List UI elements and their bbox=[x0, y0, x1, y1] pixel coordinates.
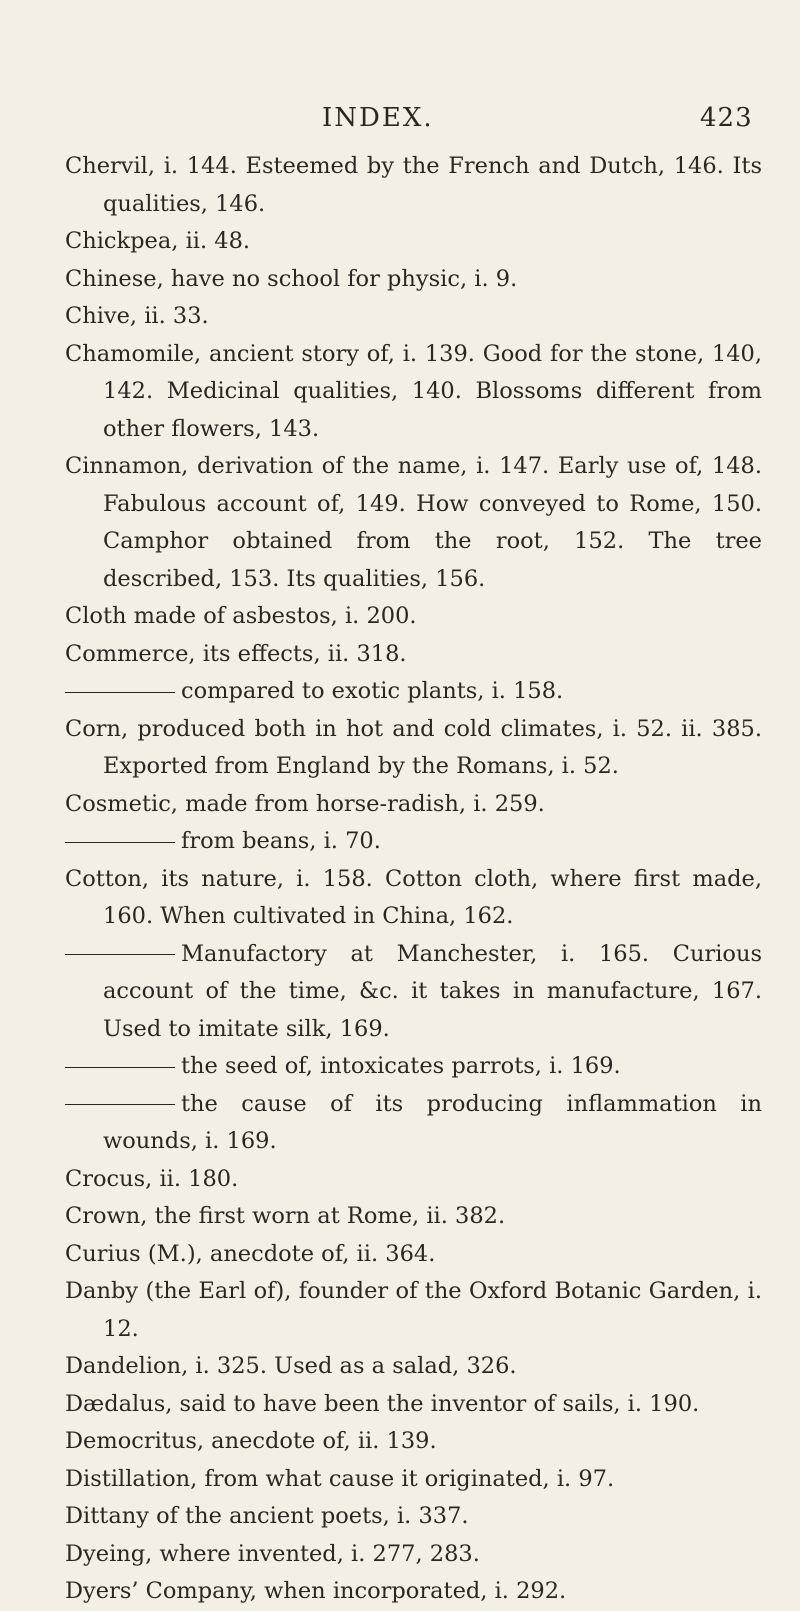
index-entry bbox=[0, 448, 762, 598]
entry-text: Crown, the first worn at Rome, ii. 382. bbox=[65, 1203, 506, 1229]
index-entry bbox=[0, 786, 762, 824]
page-number: 423 bbox=[700, 103, 753, 133]
entry-text: Chamomile, ancient story of, i. 139. Good for the stone, 140, 142. Medicinal qualities, 140. Blossoms different from other flowers, 143. bbox=[65, 340, 762, 442]
index-entry bbox=[0, 636, 762, 674]
index-subentry bbox=[0, 936, 762, 1049]
index-entry bbox=[0, 223, 762, 261]
entry-text: Distillation, from what cause it originated, i. 97. bbox=[65, 1465, 615, 1492]
index-entry bbox=[0, 1461, 762, 1499]
entry-text: Cloth made of asbestos, i. 200. bbox=[65, 603, 417, 629]
index-entry bbox=[0, 1573, 762, 1611]
entry-text: Dyeing, where invented, i. 277, 283. bbox=[65, 1540, 480, 1567]
running-title: INDEX. bbox=[322, 103, 434, 133]
entry-text: Dittany of the ancient poets, i. 337. bbox=[65, 1503, 469, 1529]
entry-text: the cause of its producing inflammation in wounds, i. 169. bbox=[103, 1090, 762, 1154]
entry-text: Crocus, ii. 180. bbox=[65, 1165, 239, 1192]
index-entry bbox=[0, 1198, 762, 1236]
entry-text: Cotton, its nature, i. 158. Cotton cloth, where first made, 160. When cultivated in China, 162. bbox=[65, 865, 762, 929]
entry-text: Dyers’ Company, when incorporated, i. 292. bbox=[65, 1578, 567, 1604]
entry-text: Chervil, i. 144. Esteemed by the French and Dutch, 146. Its qualities, 146. bbox=[65, 153, 762, 217]
entry-text: Chickpea, ii. 48. bbox=[65, 228, 251, 254]
entry-text: Chinese, have no school for physic, i. 9. bbox=[65, 265, 518, 292]
index-subentry bbox=[0, 1086, 762, 1161]
entry-text: Cinnamon, derivation of the name, i. 147. Early use of, 148. Fabulous account of, 149. How conveyed to Rome, 150. Camphor obtained from the root, 152. The tree described, 153. Its qualities, 156. bbox=[65, 453, 762, 592]
index-entry bbox=[0, 261, 762, 299]
index-entry bbox=[0, 1386, 762, 1424]
index-subentry bbox=[0, 673, 762, 711]
entry-text: Democritus, anecdote of, ii. 139. bbox=[65, 1428, 437, 1454]
ditto-dash bbox=[65, 692, 175, 693]
ditto-dash bbox=[65, 1104, 175, 1105]
index-entry bbox=[0, 711, 762, 786]
index-entry bbox=[0, 148, 762, 223]
index-subentry bbox=[0, 1048, 762, 1086]
entry-text: Danby (the Earl of), founder of the Oxford Botanic Garden, i. 12. bbox=[65, 1278, 762, 1342]
index-entry bbox=[0, 861, 762, 936]
entry-text: Corn, produced both in hot and cold climates, i. 52. ii. 385. Exported from England by the Romans, i. 52. bbox=[65, 715, 762, 779]
index-entry bbox=[0, 298, 762, 336]
index-entry bbox=[0, 1536, 762, 1574]
index-entry bbox=[0, 598, 762, 636]
entry-text: Cosmetic, made from horse-radish, i. 259. bbox=[65, 790, 545, 817]
index-list bbox=[0, 148, 800, 1611]
ditto-dash bbox=[65, 842, 175, 843]
entry-text: the seed of, intoxicates parrots, i. 169. bbox=[181, 1053, 621, 1079]
entry-text: Commerce, its effects, ii. 318. bbox=[65, 640, 407, 667]
entry-text: compared to exotic plants, i. 158. bbox=[181, 678, 564, 704]
entry-text: Dædalus, said to have been the inventor of sails, i. 190. bbox=[65, 1390, 700, 1417]
ditto-dash bbox=[65, 954, 175, 955]
entry-text: Dandelion, i. 325. Used as a salad, 326. bbox=[65, 1353, 517, 1379]
index-entry bbox=[0, 1273, 762, 1348]
ditto-dash bbox=[65, 1067, 175, 1068]
index-subentry bbox=[0, 823, 762, 861]
index-entry bbox=[0, 1236, 762, 1274]
index-entry bbox=[0, 1498, 762, 1536]
page-header bbox=[0, 103, 800, 143]
index-entry bbox=[0, 336, 762, 449]
entry-text: from beans, i. 70. bbox=[181, 828, 381, 854]
entry-text: Chive, ii. 33. bbox=[65, 303, 209, 329]
entry-text: Curius (M.), anecdote of, ii. 364. bbox=[65, 1240, 436, 1267]
index-entry bbox=[0, 1348, 762, 1386]
entry-text: Manufactory at Manchester, i. 165. Curious account of the time, &c. it takes in manufacture, 167. Used to imitate silk, 169. bbox=[103, 940, 762, 1042]
index-entry bbox=[0, 1423, 762, 1461]
index-entry bbox=[0, 1161, 762, 1199]
